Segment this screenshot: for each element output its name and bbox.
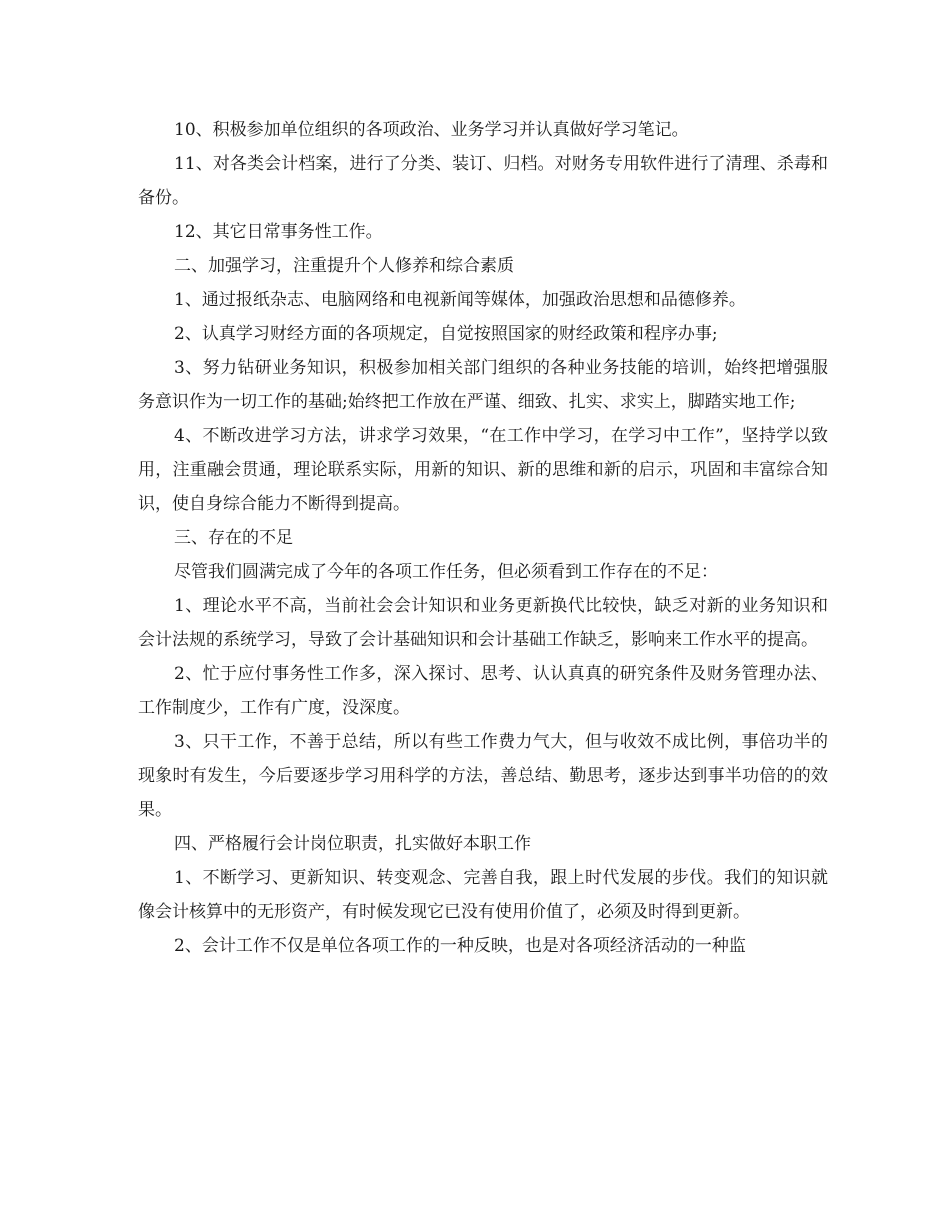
paragraph-study-2: 2、认真学习财经方面的各项规定，自觉按照国家的财经政策和程序办事; (174, 324, 718, 344)
paragraph-study-1: 1、通过报纸杂志、电脑网络和电视新闻等媒体，加强政治思想和品德修养。 (174, 290, 746, 310)
paragraph-shortcoming-2: 2、忙于应付事务性工作多，深入探讨、思考、认认真真的研究条件及财务管理办法、工作制度少，工作有广度，没深度。 (138, 664, 828, 718)
paragraph-shortcomings-intro: 尽管我们圆满完成了今年的各项工作任务，但必须看到工作存在的不足： (174, 562, 718, 582)
section-heading-2: 二、加强学习，注重提升个人修养和综合素质 (174, 256, 514, 276)
paragraph-shortcoming-1: 1、理论水平不高，当前社会会计知识和业务更新换代比较快，缺乏对新的业务知识和会计法规的系统学习，导致了会计基础知识和会计基础工作缺乏，影响来工作水平的提高。 (138, 596, 828, 650)
paragraph-duty-2: 2、会计工作不仅是单位各项工作的一种反映，也是对各项经济活动的一种监 (174, 936, 746, 956)
paragraph-item-10: 10、积极参加单位组织的各项政治、业务学习并认真做好学习笔记。 (174, 120, 689, 140)
paragraph-item-11: 11、对各类会计档案，进行了分类、装订、归档。对财务专用软件进行了清理、杀毒和备份。 (138, 154, 828, 208)
paragraph-shortcoming-3: 3、只干工作，不善于总结，所以有些工作费力气大，但与收效不成比例，事倍功半的现象时有发生，今后要逐步学习用科学的方法，善总结、勤思考，逐步达到事半功倍的的效果。 (138, 732, 828, 820)
paragraph-study-3: 3、努力钻研业务知识，积极参加相关部门组织的各种业务技能的培训，始终把增强服务意识作为一切工作的基础;始终把工作放在严谨、细致、扎实、求实上，脚踏实地工作; (138, 358, 828, 412)
paragraph-study-4: 4、不断改进学习方法，讲求学习效果，“在工作中学习，在学习中工作”，坚持学以致用，注重融会贯通，理论联系实际，用新的知识、新的思维和新的启示，巩固和丰富综合知识，使自身综合能力不断得到提高。 (138, 426, 828, 514)
section-heading-4: 四、严格履行会计岗位职责，扎实做好本职工作 (174, 834, 531, 854)
section-heading-3: 三、存在的不足 (174, 528, 293, 548)
paragraph-item-12: 12、其它日常事务性工作。 (174, 222, 383, 242)
document-body (138, 113, 828, 963)
paragraph-duty-1: 1、不断学习、更新知识、转变观念、完善自我，跟上时代发展的步伐。我们的知识就像会计核算中的无形资产，有时候发现它已没有使用价值了，必须及时得到更新。 (138, 868, 828, 922)
